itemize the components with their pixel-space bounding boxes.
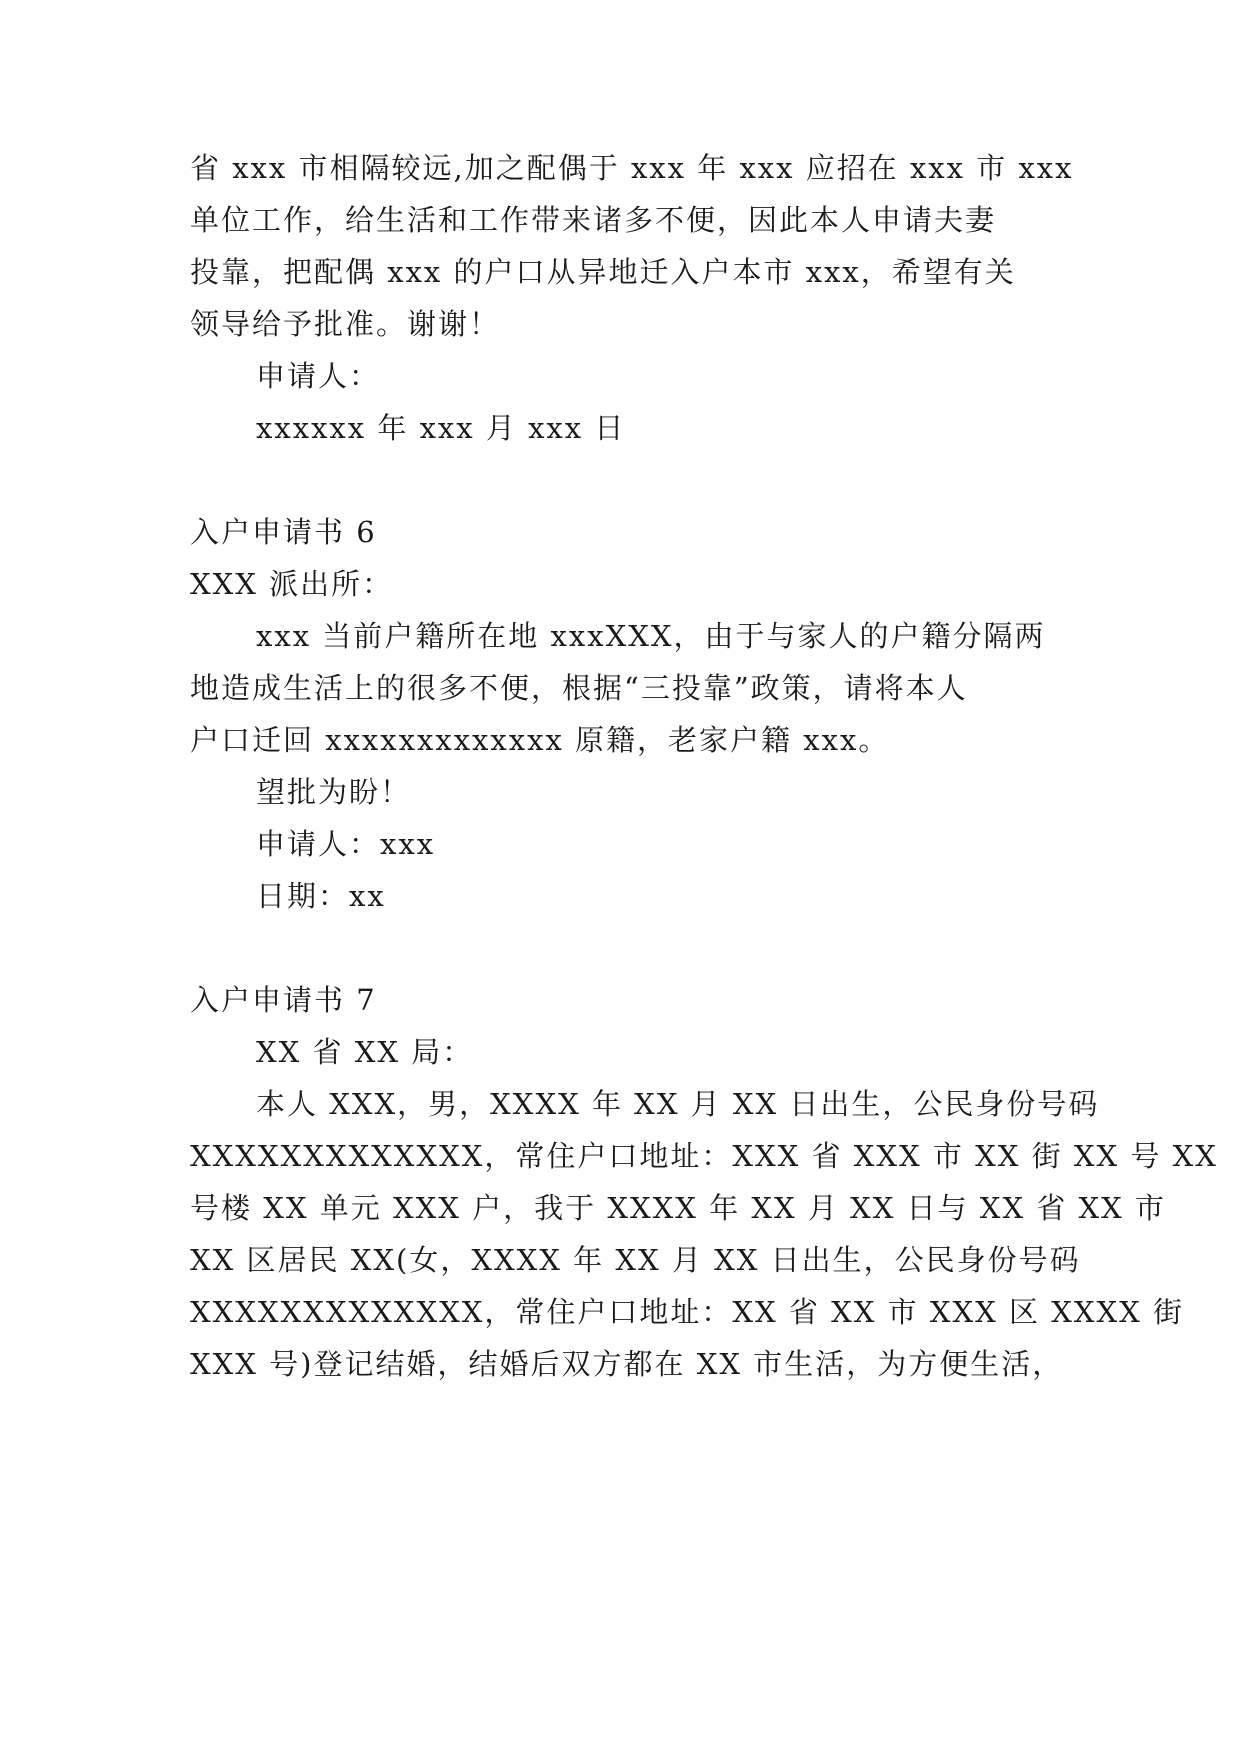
date-line: 日期：xx — [256, 879, 386, 913]
section-title: 入户申请书 7 — [190, 983, 377, 1017]
date-line: xxxxxx 年 xxx 月 xxx 日 — [256, 411, 626, 445]
section-title: 入户申请书 6 — [190, 515, 377, 549]
paragraph-line: 领导给予批准。谢谢！ — [190, 307, 501, 341]
paragraph-line: 投靠，把配偶 xxx 的户口从异地迁入户本市 xxx，希望有关 — [190, 255, 1016, 289]
paragraph-line: 号楼 XX 单元 XXX 户，我于 XXXX 年 XX 月 XX 日与 XX 省 XX 市 — [190, 1191, 1167, 1225]
paragraph-line: 本人 XXX，男，XXXX 年 XX 月 XX 日出生，公民身份号码 — [256, 1087, 1100, 1121]
addressee-line: XX 省 XX 局： — [256, 1035, 474, 1069]
applicant-line: 申请人： — [256, 359, 381, 393]
paragraph-line: XXXXXXXXXXXXX，常住户口地址：XX 省 XX 市 XXX 区 XXXX 街 — [190, 1295, 1185, 1329]
paragraph-line: XX 区居民 XX(女，XXXX 年 XX 月 XX 日出生，公民身份号码 — [190, 1243, 1081, 1277]
paragraph-line: 单位工作，给生活和工作带来诸多不便，因此本人申请夫妻 — [190, 203, 997, 237]
paragraph-line: XXXXXXXXXXXXX，常住户口地址：XXX 省 XXX 市 XX 街 XX 号 XX — [190, 1139, 1218, 1173]
paragraph-line: 户口迁回 xxxxxxxxxxxxx 原籍，老家户籍 xxx。 — [190, 723, 890, 757]
paragraph-line: 地造成生活上的很多不便，根据“三投靠”政策，请将本人 — [190, 671, 968, 705]
paragraph-line: XXX 号)登记结婚，结婚后双方都在 XX 市生活，为方便生活， — [190, 1347, 1064, 1381]
paragraph-line: 省 xxx 市相隔较远,加之配偶于 xxx 年 xxx 应招在 xxx 市 xxx — [190, 151, 1074, 185]
paragraph-line: xxx 当前户籍所在地 xxxXXX，由于与家人的户籍分隔两 — [256, 619, 1046, 653]
closing-line: 望批为盼！ — [256, 775, 412, 809]
applicant-line: 申请人：xxx — [256, 827, 436, 861]
addressee-line: XXX 派出所： — [190, 567, 394, 601]
